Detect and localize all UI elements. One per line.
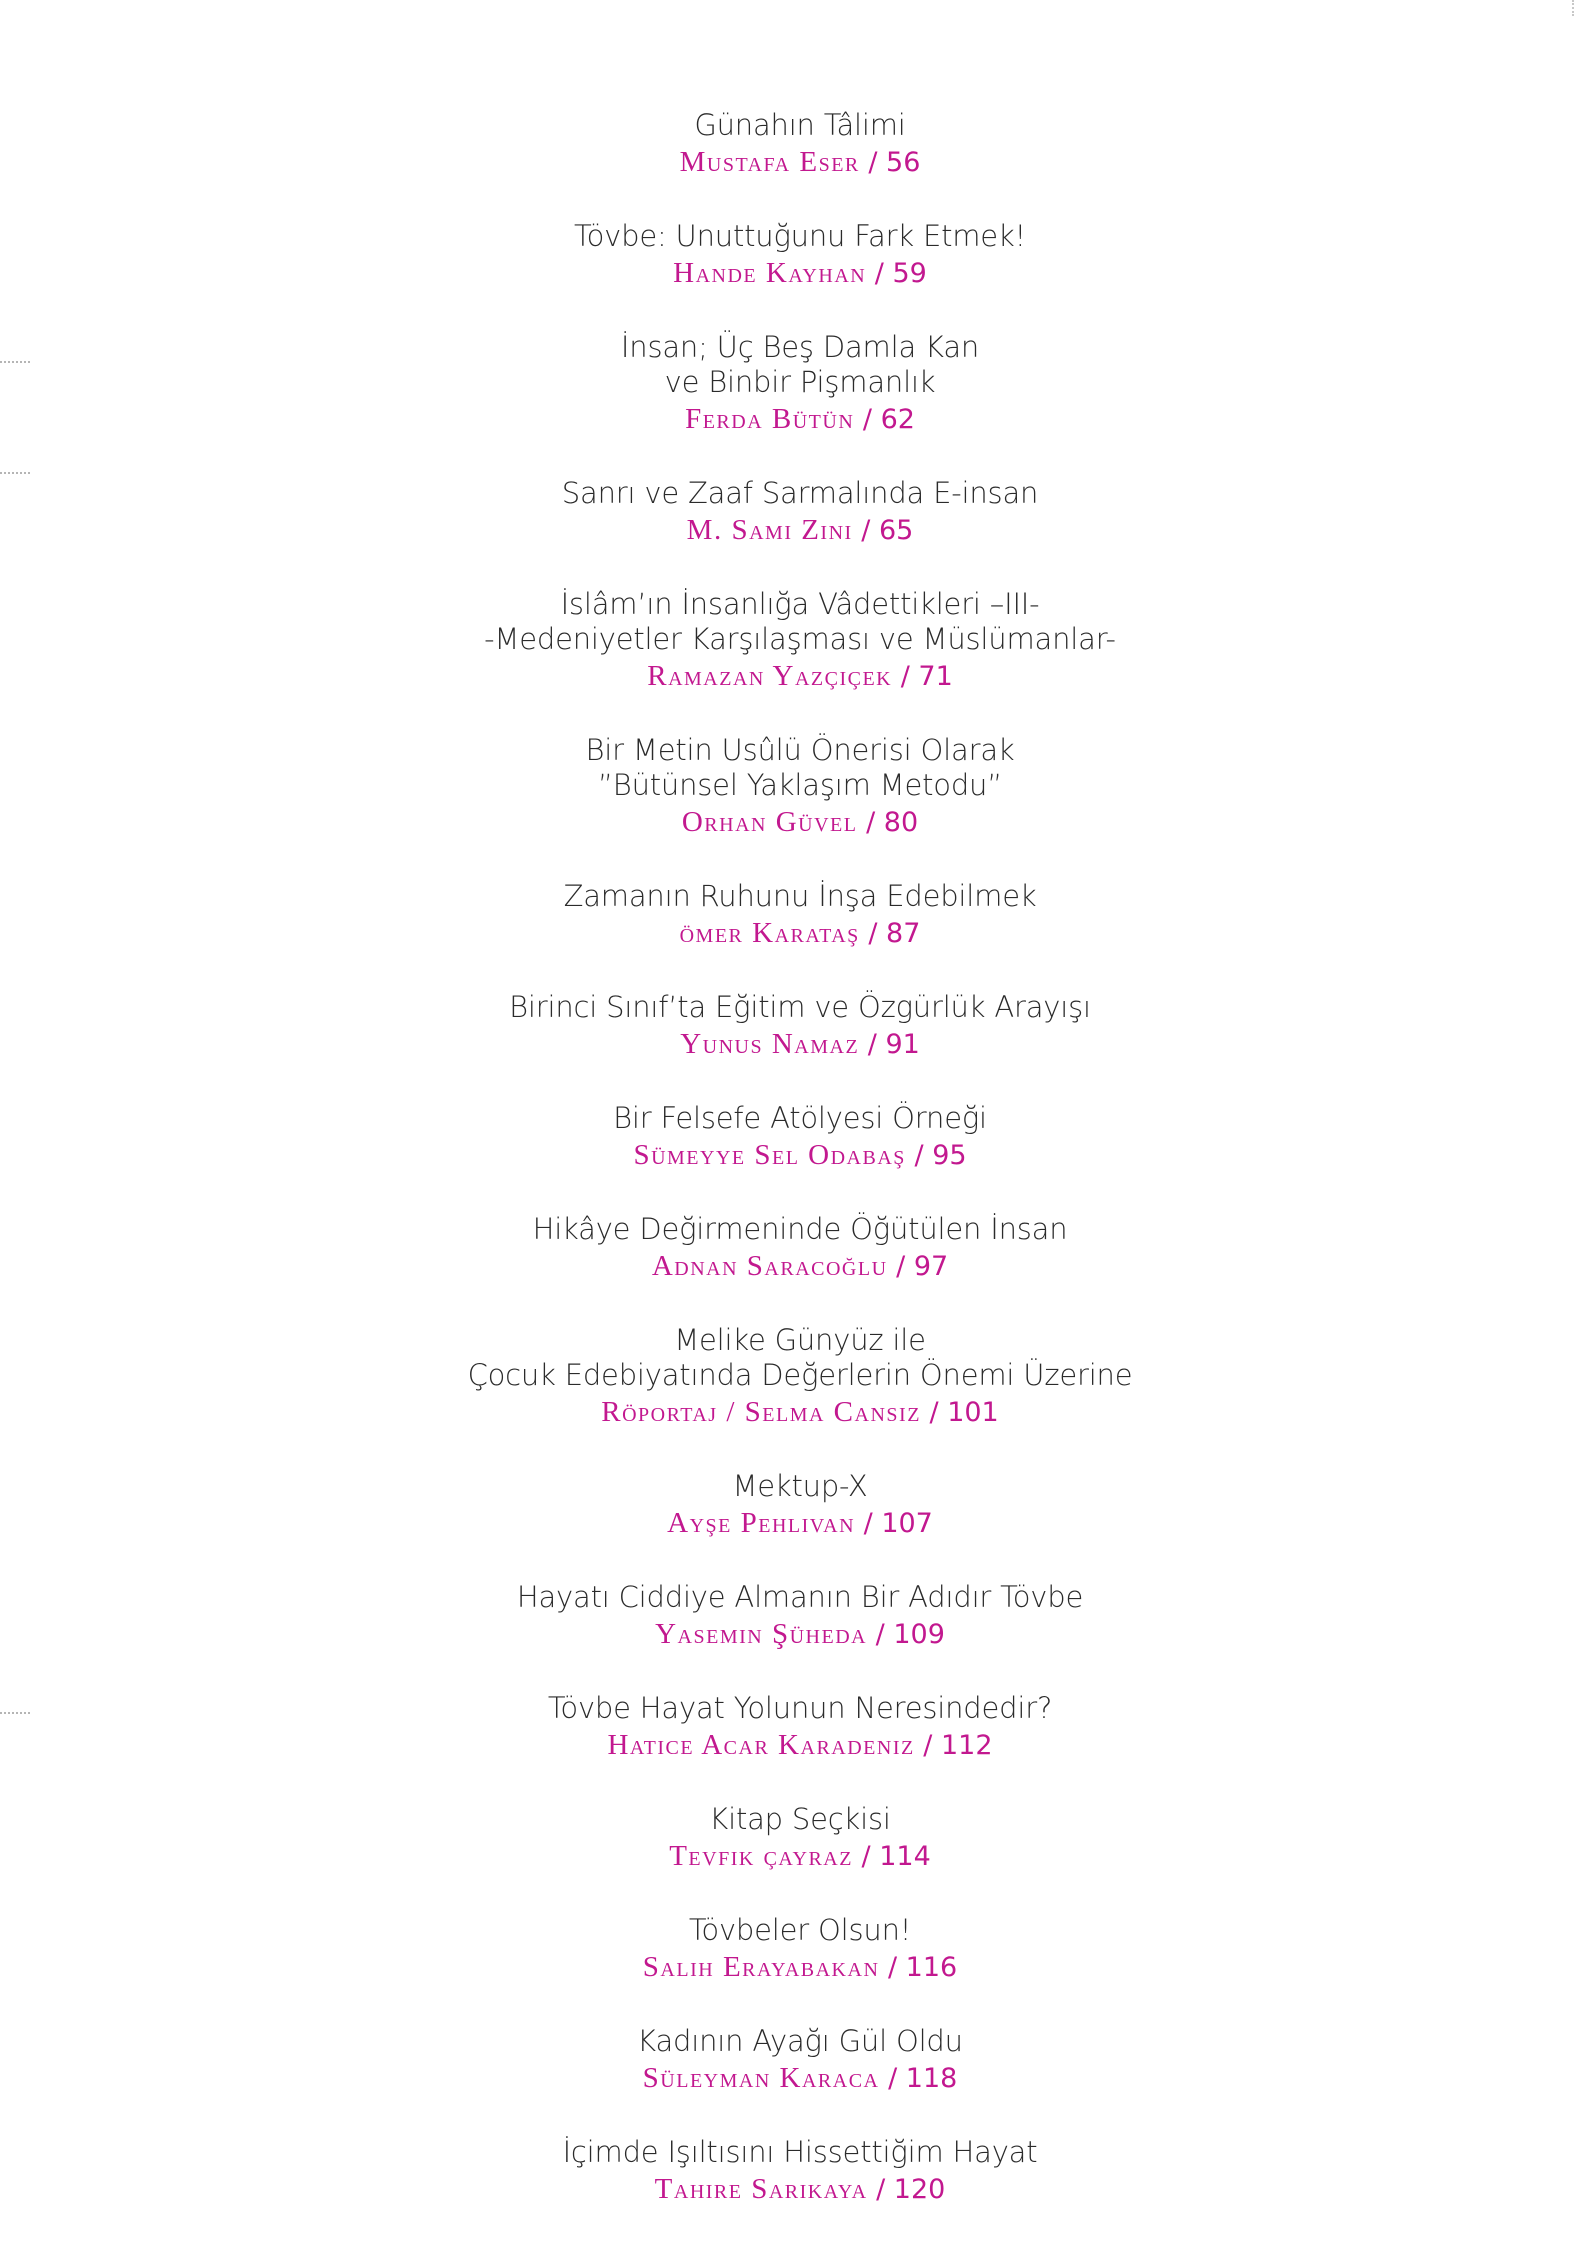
entry-author: Ferda Bütün: [685, 403, 855, 435]
entry-page-number: / 101: [921, 1397, 999, 1428]
entry-title: Sanrı ve Zaaf Sarmalında E-insan: [561, 476, 1039, 510]
toc-entry: [0, 1101, 1580, 1178]
entry-byline: [0, 1248, 1580, 1289]
entry-title-line-2: ”Bütünsel Yaklaşım Metodu”: [597, 768, 1003, 802]
entry-author: Sümeyye Sel Odabaş: [633, 1139, 906, 1171]
entry-byline: [0, 401, 1580, 442]
entry-title: Kadının Ayağı Gül Oldu: [637, 2024, 963, 2058]
toc-entry: [0, 1802, 1580, 1879]
entry-author: Hatice Acar Karadeniz: [607, 1729, 915, 1761]
entry-page-number: / 56: [860, 147, 921, 178]
entry-author: Tevfik çayraz: [669, 1840, 853, 1872]
margin-crop-mark: [0, 361, 30, 363]
margin-crop-mark: [0, 472, 30, 474]
entry-page-number: / 116: [879, 1952, 957, 1983]
toc-entry: [0, 1913, 1580, 1990]
entry-title: Mektup-X: [732, 1469, 868, 1503]
entry-page-number: / 65: [853, 515, 914, 546]
entry-byline: [0, 512, 1580, 553]
toc-entry: [0, 587, 1580, 699]
entry-page-number: / 97: [888, 1251, 949, 1282]
toc-entry: [0, 219, 1580, 296]
toc-entry: [0, 1469, 1580, 1546]
entry-page-number: / 118: [880, 2063, 958, 2094]
toc-entry: [0, 1691, 1580, 1768]
entry-title-line-2: -Medeniyetler Karşılaşması ve Müslümanlar-: [484, 622, 1116, 656]
entry-byline: [0, 1505, 1580, 1546]
entry-page-number: / 62: [854, 404, 915, 435]
entry-title: Tövbe: Unuttuğunu Fark Etmek!: [574, 219, 1026, 253]
entry-page-number: / 107: [855, 1508, 933, 1539]
entry-byline: [0, 255, 1580, 296]
entry-title: Bir Metin Usûlü Önerisi Olarak: [585, 733, 1015, 767]
entry-page-number: / 91: [859, 1029, 920, 1060]
toc-entry: [0, 2024, 1580, 2101]
entry-byline: [0, 1137, 1580, 1178]
toc-entry: [0, 476, 1580, 553]
entry-title: Birinci Sınıf’ta Eğitim ve Özgürlük Arayışı: [509, 990, 1091, 1024]
entry-page-number: / 87: [860, 918, 921, 949]
entry-author: Röportaj / Selma Cansız: [601, 1396, 921, 1428]
toc-entry: [0, 879, 1580, 956]
entry-page-number: / 112: [915, 1730, 993, 1761]
entry-author: Adnan Saracoğlu: [651, 1250, 888, 1282]
entry-title: Hayatı Ciddiye Almanın Bir Adıdır Tövbe: [516, 1580, 1084, 1614]
entry-title: Kitap Seçkisi: [709, 1802, 891, 1836]
toc-entry: [0, 108, 1580, 185]
toc-entry: [0, 1212, 1580, 1289]
toc-entry: [0, 990, 1580, 1067]
entry-title: Zamanın Ruhunu İnşa Edebilmek: [563, 879, 1037, 913]
entry-byline: [0, 2171, 1580, 2212]
entry-title: Bir Felsefe Atölyesi Örneği: [613, 1101, 987, 1135]
entry-author: Salih Erayabakan: [642, 1951, 880, 1983]
entry-author: Yunus Namaz: [680, 1028, 860, 1060]
entry-author: Ramazan Yazçiçek: [647, 660, 893, 692]
entry-title: Melike Günyüz ile: [674, 1323, 926, 1357]
entry-title: İçimde Işıltısını Hissettiğim Hayat: [562, 2135, 1038, 2169]
entry-byline: [0, 2060, 1580, 2101]
entry-author: Orhan Güvel: [681, 806, 858, 838]
entry-byline: [0, 1949, 1580, 1990]
toc-entry: [0, 2135, 1580, 2212]
entry-byline: [0, 1838, 1580, 1879]
entry-title: Günahın Tâlimi: [694, 108, 906, 142]
entry-title: Tövbe Hayat Yolunun Neresindedir?: [547, 1691, 1053, 1725]
entry-page-number: / 95: [906, 1140, 967, 1171]
entry-page-number: / 80: [858, 807, 919, 838]
entry-byline: [0, 1727, 1580, 1768]
entry-author: Süleyman Karaca: [642, 2062, 880, 2094]
entry-title-line-2: ve Binbir Pişmanlık: [664, 365, 936, 399]
entry-author: Mustafa Eser: [679, 146, 860, 178]
entry-byline: [0, 1026, 1580, 1067]
toc-entry: [0, 1323, 1580, 1435]
entry-byline: [0, 1616, 1580, 1657]
entry-page-number: / 114: [853, 1841, 931, 1872]
entry-author: Yasemin Şüheda: [655, 1618, 868, 1650]
entry-title-line-2: Çocuk Edebiyatında Değerlerin Önemi Üzerine: [467, 1358, 1133, 1392]
toc-entry: [0, 1580, 1580, 1657]
entry-author: Ayşe Pehlivan: [667, 1507, 856, 1539]
entry-title: İslâm’ın İnsanlığa Vâdettikleri –III-: [560, 587, 1040, 621]
entry-byline: [0, 915, 1580, 956]
toc-entry: [0, 330, 1580, 442]
entry-page-number: / 59: [866, 258, 927, 289]
entry-author: ömer Karataş: [679, 917, 860, 949]
entry-byline: [0, 658, 1580, 699]
entry-byline: [0, 144, 1580, 185]
table-of-contents: [0, 108, 1580, 2246]
entry-title: Hikâye Değirmeninde Öğütülen İnsan: [532, 1212, 1068, 1246]
entry-title: İnsan; Üç Beş Damla Kan: [620, 330, 980, 364]
entry-title: Tövbeler Olsun!: [688, 1913, 912, 1947]
entry-author: M. Sami Zini: [686, 514, 853, 546]
toc-entry: [0, 733, 1580, 845]
entry-page-number: / 120: [868, 2174, 946, 2205]
entry-page-number: / 109: [867, 1619, 945, 1650]
entry-byline: [0, 1394, 1580, 1435]
entry-author: Hande Kayhan: [673, 257, 867, 289]
entry-byline: [0, 804, 1580, 845]
margin-crop-mark: [0, 1712, 30, 1714]
entry-author: Tahire Sarıkaya: [654, 2173, 868, 2205]
entry-page-number: / 71: [892, 661, 953, 692]
corner-crop-mark: [1572, 0, 1574, 16]
